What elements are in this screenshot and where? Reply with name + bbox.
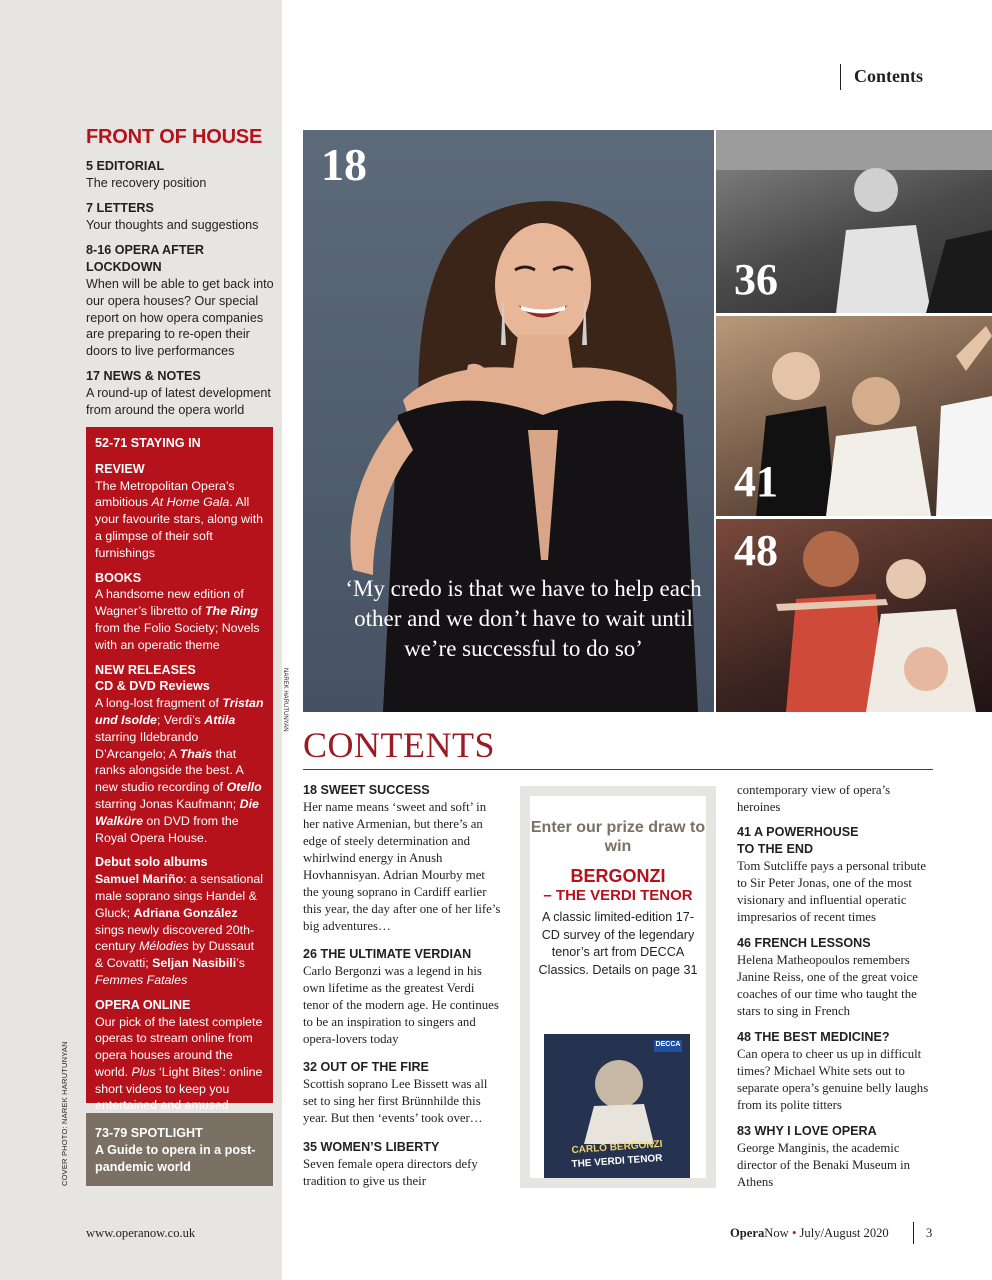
hero-photo[interactable]	[303, 130, 714, 712]
fh-item-title: 7 LETTERS	[86, 201, 154, 215]
review-title: REVIEW	[95, 461, 145, 476]
promo-brand-subtitle: – THE VERDI TENOR	[543, 887, 693, 904]
new-releases-title: NEW RELEASES	[95, 662, 196, 677]
staying-in-heading[interactable]: 52-71 STAYING IN	[95, 436, 201, 450]
thumb-number: 36	[734, 255, 778, 304]
books-text: A handsome new edition of Wagner’s libretto of The Ring from the Folio Society; Novels with an operatic theme	[95, 587, 260, 652]
article-french-lessons[interactable]	[737, 935, 933, 1020]
article-title: 35 WOMEN’S LIBERTY	[303, 1140, 440, 1154]
footer-website-link[interactable]: www.operanow.co.uk	[86, 1226, 196, 1240]
article-womens-liberty[interactable]	[303, 1139, 503, 1190]
promo-card	[530, 796, 706, 1178]
hero-photo-credit: NAREK HARUTUNYAN	[282, 668, 288, 732]
article-best-medicine[interactable]	[737, 1029, 933, 1114]
article-text: Carlo Bergonzi was a legend in his own lifetime as the greatest Verdi tenor of the modern age. He continues to be an inspiration to singers and opera-lovers today	[303, 964, 499, 1046]
fh-item-text: A round-up of latest development from around the opera world	[86, 385, 271, 417]
footer-issue-date: July/August 2020	[799, 1226, 889, 1240]
article-title: 32 OUT OF THE FIRE	[303, 1060, 429, 1074]
cd-boxset-image	[544, 1034, 690, 1178]
review-section[interactable]	[95, 461, 264, 562]
fh-item-text: Your thoughts and suggestions	[86, 217, 259, 232]
contents-divider	[303, 769, 933, 770]
article-out-of-the-fire[interactable]	[303, 1059, 503, 1127]
thumb-41[interactable]	[716, 316, 992, 516]
opera-online-title: OPERA ONLINE	[95, 997, 191, 1012]
opera-online-text: Our pick of the latest complete operas to stream online from opera houses around the world. Plus ‘Light Bites’: online short videos to keep you entertained and amused	[95, 1014, 263, 1113]
page-header-title: Contents	[854, 66, 924, 86]
books-title: BOOKS	[95, 570, 142, 585]
opera-online-section[interactable]	[95, 997, 264, 1115]
article-text: Seven female opera directors defy tradition to give us their	[303, 1157, 478, 1188]
article-text: Tom Sutcliffe pays a personal tribute to Sir Peter Jonas, one of the most visionary and influential operatic impresarios of recent times	[737, 859, 926, 924]
promo-description: A classic limited-edition 17-CD survey of the legendary tenor’s art from DECCA Classics. Details on page 31	[538, 910, 698, 977]
article-sweet-success[interactable]	[303, 782, 503, 935]
boxset-title-2: THE VERDI TENOR	[571, 1152, 663, 1171]
debut-text: Samuel Mariño: a sensational male soprano sings Handel & Gluck; Adriana González sings newly discovered 20th-century Mélodies by Dussaut & Covatti; Seljan Nasibili’s Femmes Fatales	[95, 872, 264, 987]
article-title: 83 WHY I LOVE OPERA	[737, 1124, 877, 1138]
thumb-36[interactable]	[716, 130, 992, 313]
thumb-number: 41	[734, 457, 778, 506]
contents-heading: CONTENTS	[303, 725, 495, 765]
article-title: 48 THE BEST MEDICINE?	[737, 1030, 890, 1044]
spotlight-text: A Guide to opera in a post-pandemic world	[95, 1142, 256, 1174]
footer-issue	[730, 1226, 889, 1241]
fh-item-text: The recovery position	[86, 175, 207, 190]
article-ultimate-verdian[interactable]	[303, 946, 503, 1048]
fh-item-opera-after-lockdown-text	[86, 276, 276, 360]
boxset-title-1: CARLO BERGONZI	[571, 1138, 663, 1157]
fh-item-editorial[interactable]	[86, 158, 278, 192]
article-why-i-love-opera[interactable]	[737, 1123, 933, 1191]
new-releases-text: A long-lost fragment of Tristan und Isolde; Verdi’s Attila starring Ildebrando D’Arcangelo; A Thaïs that ranks alongside the best. A new studio recording of Otello starring Jonas Kaufmann; Die Walküre on DVD from the Royal Opera House.	[95, 696, 264, 845]
new-releases-subtitle: CD & DVD Reviews	[95, 679, 210, 694]
cover-photo-credit: COVER PHOTO: NAREK HARUTUNYAN	[60, 1041, 69, 1186]
footer-mag-name-bold: Opera	[730, 1226, 765, 1240]
article-text: Helena Matheopoulos remembers Janine Reiss, one of the great voice coaches of our time who taught the stars to sing in French	[737, 953, 918, 1018]
boxset-label: DECCA	[655, 1041, 681, 1048]
promo-brand: BERGONZI	[570, 866, 666, 886]
article-text: Can opera to cheer us up in difficult times? Michael White sets out to separate opera’s genuine belly laughs from its polite titters	[737, 1047, 929, 1112]
hero-quote: ‘My credo is that we have to help each other and we don’t have to wait until we’re successful to do so’	[345, 576, 702, 661]
review-text: The Metropolitan Opera’s ambitious At Home Gala. All your favourite stars, along with a glimpse of their soft furnishings	[95, 478, 264, 560]
article-title: 18 SWEET SUCCESS	[303, 783, 430, 797]
article-womens-liberty-continued	[737, 782, 933, 816]
debut-albums-section[interactable]	[95, 854, 264, 988]
article-powerhouse[interactable]	[737, 824, 933, 926]
fh-item-text: When will be able to get back into our opera houses? Our special report on how opera companies are preparing to re-open their doors to live performances	[86, 277, 274, 359]
thumb-number: 48	[734, 526, 778, 575]
page-number: 3	[926, 1226, 933, 1240]
article-title: 26 THE ULTIMATE VERDIAN	[303, 947, 472, 961]
fh-item-news-notes[interactable]	[86, 368, 278, 418]
fh-item-opera-after-lockdown[interactable]	[86, 242, 226, 276]
debut-title: Debut solo albums	[95, 855, 208, 870]
article-title: 41 A POWERHOUSE TO THE END	[737, 825, 859, 856]
thumb-48[interactable]	[716, 519, 992, 712]
footer-mag-name-rest: Now	[764, 1226, 789, 1240]
article-text: Her name means ‘sweet and soft’ in her native Armenian, but there’s an edge of steely determination and whirlwind energy in Anush Hovhannisyan. Adrian Mourby met the young soprano in Cardiff earlier this year, the day after one of her life’s big adventures…	[303, 800, 501, 933]
fh-item-title: 17 NEWS & NOTES	[86, 369, 201, 383]
header-divider	[840, 64, 841, 90]
article-text: George Manginis, the academic director of the Benaki Museum in Athens	[737, 1141, 911, 1189]
prize-draw-promo[interactable]	[520, 786, 716, 1188]
front-of-house-heading: FRONT OF HOUSE	[86, 126, 263, 148]
spotlight-panel[interactable]	[86, 1113, 273, 1186]
fh-item-title: 5 EDITORIAL	[86, 159, 165, 173]
staying-in-panel	[86, 427, 273, 1113]
promo-enter-text: Enter our prize draw to win	[530, 819, 706, 855]
new-releases-section[interactable]	[95, 662, 264, 847]
article-text: Scottish soprano Lee Bissett was all set to sing her first Brünnhilde this year. But then ‘events’ took over…	[303, 1077, 488, 1125]
hero-page-number: 18	[321, 139, 367, 190]
spotlight-title: 73-79 SPOTLIGHT	[95, 1126, 203, 1140]
footer-divider	[913, 1222, 914, 1244]
fh-item-letters[interactable]	[86, 200, 278, 234]
fh-item-title: 8-16 OPERA AFTER LOCKDOWN	[86, 243, 205, 274]
article-title: 46 FRENCH LESSONS	[737, 936, 871, 950]
article-text: contemporary view of opera’s heroines	[737, 783, 891, 814]
footer-dot: •	[791, 1226, 797, 1240]
books-section[interactable]	[95, 570, 264, 654]
